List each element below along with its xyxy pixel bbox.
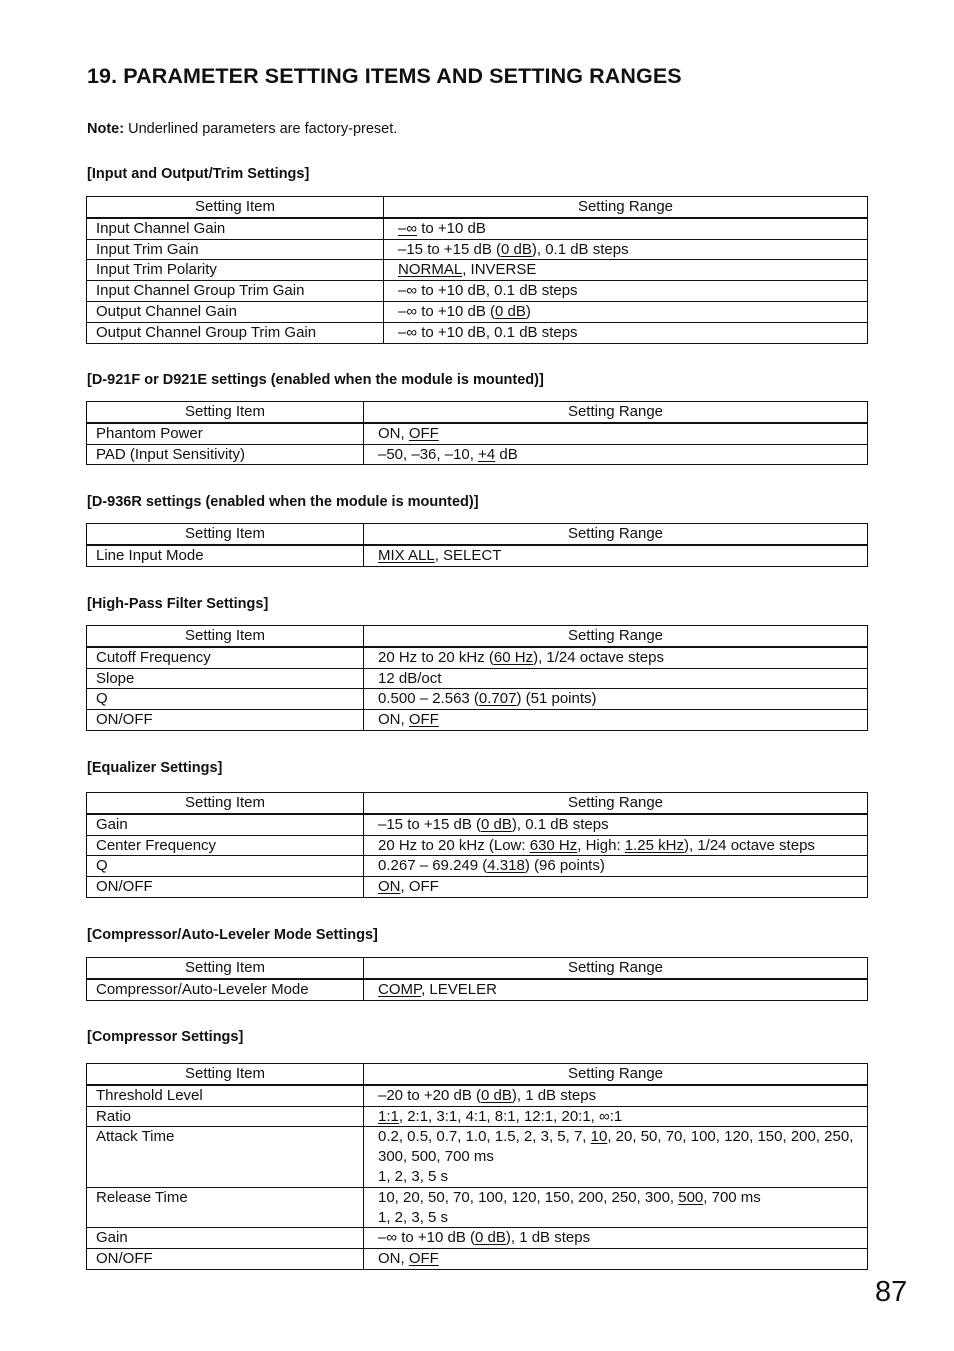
setting-range-line — [398, 281, 858, 301]
table-row — [87, 689, 868, 710]
range-text: 10, 20, 50, 70, 100, 120, 150, 200, 250, 300, — [378, 1188, 679, 1206]
setting-range-line — [378, 856, 858, 876]
range-text: , 2:1, 3:1, 4:1, 8:1, 12:1, 20:1, ∞:1 — [398, 1107, 623, 1125]
setting-range-line — [398, 240, 858, 260]
factory-preset-value: 10 — [590, 1128, 608, 1146]
range-text: –∞ to +10 dB ( — [398, 302, 496, 320]
table-row — [87, 647, 868, 668]
setting-item: Line Input Mode — [87, 545, 364, 566]
factory-preset-value: +4 — [478, 445, 496, 463]
settings-table — [86, 957, 868, 1001]
setting-item: Ratio — [87, 1106, 364, 1127]
factory-preset-value: ON — [378, 878, 401, 896]
range-text: , High: — [577, 836, 625, 854]
factory-preset-value: 0 dB — [501, 240, 532, 258]
setting-range — [364, 1249, 868, 1270]
range-text: , 700 ms — [703, 1188, 761, 1206]
setting-item: Release Time — [87, 1187, 364, 1228]
column-header-range: Setting Range — [364, 402, 868, 423]
setting-range — [364, 1187, 868, 1228]
setting-range-line — [378, 546, 858, 566]
setting-range — [364, 979, 868, 1000]
factory-preset-value: COMP — [378, 980, 422, 998]
table-row — [87, 835, 868, 856]
setting-item: Gain — [87, 1228, 364, 1249]
range-text: –∞ to +10 dB ( — [378, 1229, 476, 1247]
range-text: ) — [525, 302, 531, 320]
setting-range — [364, 814, 868, 835]
setting-item: ON/OFF — [87, 877, 364, 898]
factory-preset-value: 0 dB — [481, 815, 512, 833]
range-text: 0.500 – 2.563 ( — [378, 690, 479, 708]
table-row — [87, 1228, 868, 1249]
setting-range — [364, 856, 868, 877]
setting-item: Slope — [87, 668, 364, 689]
setting-range-line — [378, 445, 858, 465]
range-text: , SELECT — [434, 546, 502, 564]
setting-range-line — [378, 669, 858, 689]
range-text: ON, — [378, 424, 409, 442]
setting-range — [364, 423, 868, 444]
range-text: 0.267 – 69.249 ( — [378, 857, 488, 875]
column-header-range: Setting Range — [364, 1064, 868, 1085]
table-header-row — [87, 402, 868, 423]
range-text: ON, — [378, 711, 409, 729]
setting-range — [364, 835, 868, 856]
setting-range — [384, 260, 868, 281]
setting-item: Input Channel Group Trim Gain — [87, 281, 384, 302]
factory-preset-value: 0 dB — [475, 1229, 506, 1247]
table-header-row — [87, 793, 868, 814]
setting-range-line — [378, 424, 858, 444]
table-header-row — [87, 197, 868, 218]
setting-item: Input Trim Gain — [87, 239, 384, 260]
range-text: , 20, 50, 70, 100, 120, 150, 200, 250, 300, 500, 700 ms — [378, 1128, 854, 1166]
table-row — [87, 1085, 868, 1106]
setting-range — [364, 1228, 868, 1249]
setting-item: PAD (Input Sensitivity) — [87, 444, 364, 465]
setting-item: Output Channel Gain — [87, 301, 384, 322]
setting-item: Phantom Power — [87, 423, 364, 444]
factory-preset-value: MIX ALL — [378, 546, 435, 564]
factory-preset-value: 0 dB — [495, 302, 526, 320]
table-row — [87, 322, 868, 343]
setting-item: Compressor/Auto-Leveler Mode — [87, 979, 364, 1000]
range-text: ), 1/24 octave steps — [684, 836, 815, 854]
table-header-row — [87, 626, 868, 647]
range-text: 1, 2, 3, 5 s — [378, 1167, 449, 1185]
factory-preset-value: 0.707 — [478, 690, 517, 708]
setting-range-line — [378, 1107, 861, 1127]
setting-item: Output Channel Group Trim Gain — [87, 322, 384, 343]
settings-table — [86, 196, 868, 344]
column-header-range: Setting Range — [364, 958, 868, 979]
range-text: 20 Hz to 20 kHz ( — [378, 648, 494, 666]
setting-range — [384, 239, 868, 260]
table-row — [87, 1187, 868, 1228]
factory-preset-value: OFF — [408, 424, 439, 442]
table-row — [87, 710, 868, 731]
setting-range-line — [378, 836, 858, 856]
settings-table — [86, 792, 868, 898]
factory-preset-value: OFF — [408, 1250, 439, 1268]
table-row — [87, 1106, 868, 1127]
setting-range-line — [378, 648, 858, 668]
range-text: ), 1 dB steps — [505, 1229, 591, 1247]
note-text: Underlined parameters are factory-preset. — [124, 121, 398, 137]
factory-preset-value: 1:1 — [378, 1107, 399, 1125]
page-title: 19. PARAMETER SETTING ITEMS AND SETTING RANGES — [87, 64, 682, 88]
setting-item: ON/OFF — [87, 1249, 364, 1270]
setting-item: Threshold Level — [87, 1085, 364, 1106]
note — [87, 121, 397, 137]
range-text: ), 1 dB steps — [511, 1086, 597, 1104]
range-text: –20 to +20 dB ( — [378, 1086, 481, 1104]
range-text: ), 0.1 dB steps — [531, 240, 629, 258]
setting-range-line — [378, 1127, 861, 1167]
setting-range — [384, 322, 868, 343]
setting-item: Attack Time — [87, 1127, 364, 1187]
setting-range-line — [378, 1208, 861, 1228]
column-header-item: Setting Item — [87, 524, 364, 545]
setting-range-line — [378, 980, 858, 1000]
column-header-range: Setting Range — [364, 626, 868, 647]
setting-range-line — [398, 219, 858, 239]
factory-preset-value: 4.318 — [487, 857, 525, 875]
table-row — [87, 281, 868, 302]
settings-table — [86, 401, 868, 465]
section-title: [D-921F or D921E settings (enabled when the module is mounted)] — [87, 372, 544, 388]
column-header-item: Setting Item — [87, 626, 364, 647]
range-text: 1, 2, 3, 5 s — [378, 1208, 449, 1226]
range-text: ) (96 points) — [524, 857, 605, 875]
setting-range-line — [378, 1188, 861, 1208]
setting-range — [364, 1085, 868, 1106]
column-header-item: Setting Item — [87, 793, 364, 814]
column-header-range: Setting Range — [364, 524, 868, 545]
range-text: 20 Hz to 20 kHz (Low: — [378, 836, 530, 854]
setting-item: Center Frequency — [87, 835, 364, 856]
page-number: 87 — [875, 1276, 908, 1308]
setting-range-line — [378, 710, 858, 730]
settings-table — [86, 523, 868, 567]
note-label: Note: — [87, 121, 125, 137]
factory-preset-value: 630 Hz — [529, 836, 578, 854]
table-row — [87, 1127, 868, 1187]
table-header-row — [87, 1064, 868, 1085]
setting-item: Input Trim Polarity — [87, 260, 384, 281]
table-row — [87, 877, 868, 898]
table-header-row — [87, 958, 868, 979]
table-row — [87, 979, 868, 1000]
table-row — [87, 545, 868, 566]
section-title: [D-936R settings (enabled when the module is mounted)] — [87, 494, 479, 510]
range-text: dB — [495, 445, 518, 463]
range-text: –∞ to +10 dB, 0.1 dB steps — [398, 323, 578, 341]
settings-table — [86, 625, 868, 731]
setting-range-line — [378, 1249, 861, 1269]
table-row — [87, 301, 868, 322]
table-header-row — [87, 524, 868, 545]
setting-range — [364, 1106, 868, 1127]
setting-range — [364, 444, 868, 465]
table-row — [87, 856, 868, 877]
column-header-item: Setting Item — [87, 197, 384, 218]
setting-range — [384, 218, 868, 239]
setting-range — [364, 668, 868, 689]
settings-table — [86, 1063, 868, 1270]
factory-preset-value: 0 dB — [481, 1086, 512, 1104]
factory-preset-value: 500 — [678, 1188, 704, 1206]
setting-item: Cutoff Frequency — [87, 647, 364, 668]
setting-range — [364, 545, 868, 566]
setting-range-line — [378, 1167, 861, 1187]
setting-range — [384, 281, 868, 302]
setting-range-line — [398, 260, 858, 280]
factory-preset-value: 1.25 kHz — [624, 836, 684, 854]
range-text: ON, — [378, 1250, 409, 1268]
setting-range — [364, 877, 868, 898]
column-header-range: Setting Range — [364, 793, 868, 814]
table-row — [87, 444, 868, 465]
factory-preset-value: NORMAL — [398, 261, 463, 279]
table-row — [87, 668, 868, 689]
column-header-item: Setting Item — [87, 1064, 364, 1085]
setting-range-line — [398, 323, 858, 343]
range-text: –15 to +15 dB ( — [378, 815, 481, 833]
range-text: –∞ to +10 dB, 0.1 dB steps — [398, 282, 578, 300]
factory-preset-value: –∞ — [398, 219, 418, 237]
table-row — [87, 1249, 868, 1270]
table-row — [87, 239, 868, 260]
section-title: [High-Pass Filter Settings] — [87, 596, 269, 612]
table-row — [87, 260, 868, 281]
range-text: ), 1/24 octave steps — [533, 648, 664, 666]
section-title: [Equalizer Settings] — [87, 760, 223, 776]
setting-range-line — [378, 1228, 861, 1248]
range-text: , LEVELER — [421, 980, 497, 998]
range-text: to +10 dB — [417, 219, 486, 237]
range-text: ), 0.1 dB steps — [511, 815, 609, 833]
setting-range-line — [378, 1086, 861, 1106]
setting-range — [384, 301, 868, 322]
range-text: 0.2, 0.5, 0.7, 1.0, 1.5, 2, 3, 5, 7, — [378, 1128, 591, 1146]
column-header-item: Setting Item — [87, 958, 364, 979]
column-header-range: Setting Range — [384, 197, 868, 218]
setting-item: Q — [87, 689, 364, 710]
range-text: –15 to +15 dB ( — [398, 240, 501, 258]
setting-item: Q — [87, 856, 364, 877]
setting-item: ON/OFF — [87, 710, 364, 731]
setting-range-line — [378, 689, 858, 709]
range-text: , OFF — [400, 878, 439, 896]
section-title: [Compressor/Auto-Leveler Mode Settings] — [87, 927, 378, 943]
setting-item: Gain — [87, 814, 364, 835]
table-row — [87, 814, 868, 835]
range-text: , INVERSE — [462, 261, 537, 279]
factory-preset-value: 60 Hz — [493, 648, 534, 666]
range-text: –50, –36, –10, — [378, 445, 479, 463]
factory-preset-value: OFF — [408, 711, 439, 729]
section-title: [Compressor Settings] — [87, 1029, 244, 1045]
setting-range-line — [378, 877, 858, 897]
setting-range-line — [398, 302, 858, 322]
setting-range-line — [378, 815, 858, 835]
table-row — [87, 423, 868, 444]
setting-range — [364, 647, 868, 668]
range-text: ) (51 points) — [516, 690, 597, 708]
section-title: [Input and Output/Trim Settings] — [87, 166, 310, 182]
column-header-item: Setting Item — [87, 402, 364, 423]
setting-range — [364, 710, 868, 731]
setting-range — [364, 1127, 868, 1187]
range-text: 12 dB/oct — [378, 669, 442, 687]
setting-range — [364, 689, 868, 710]
table-row — [87, 218, 868, 239]
setting-item: Input Channel Gain — [87, 218, 384, 239]
